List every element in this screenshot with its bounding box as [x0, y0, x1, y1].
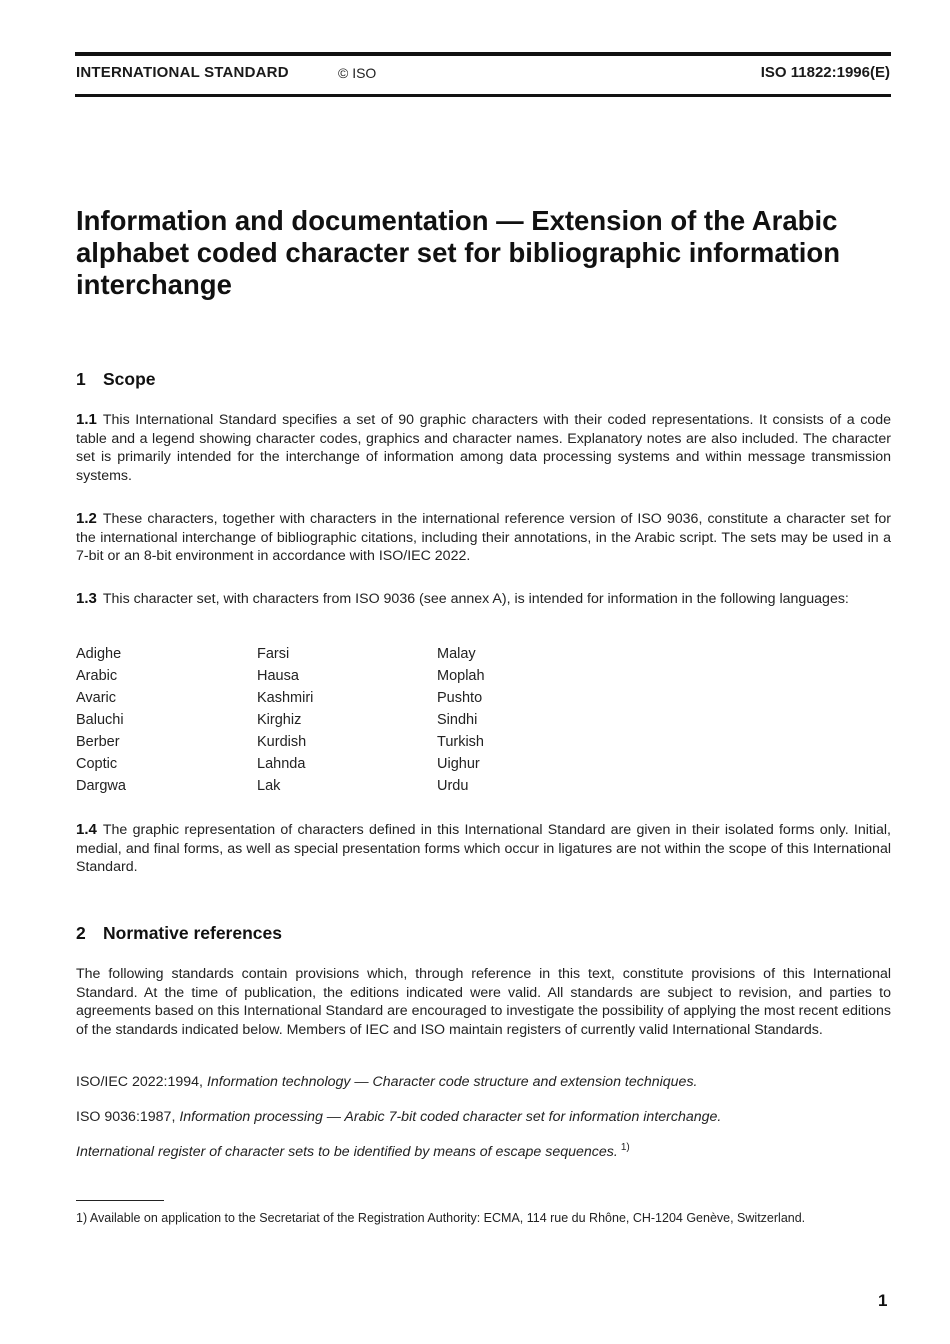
clause-1-4-number: 1.4: [76, 821, 97, 838]
header-standard-type: INTERNATIONAL STANDARD: [76, 64, 289, 81]
section-1-title: Scope: [103, 369, 156, 389]
language-list-col-3: [437, 643, 485, 797]
reference-item: [76, 1108, 891, 1126]
clause-1-3: [76, 590, 891, 609]
language-item: Sindhi: [437, 712, 478, 728]
language-item: Lahnda: [257, 756, 306, 772]
header-copyright: © ISO: [338, 65, 377, 81]
reference-code: ISO 9036:1987,: [76, 1109, 176, 1125]
language-item: Farsi: [257, 646, 290, 662]
clause-1-3-number: 1.3: [76, 590, 97, 607]
language-item: Berber: [76, 734, 120, 750]
clause-1-2-text: These characters, together with characters in the international reference version of ISO 9036, constitute a character set for the international interchange of bibliographic citations, including their annotations, in the Arabic script. The sets may be used in a 7-bit or an 8-bit environment in accordance with ISO/IEC 2022.: [76, 511, 891, 564]
section-1-heading: [76, 369, 156, 390]
language-item: Malay: [437, 646, 476, 662]
language-item: Lak: [257, 778, 281, 794]
language-item: Coptic: [76, 756, 118, 772]
language-item: Adighe: [76, 646, 122, 662]
section-2-number: 2: [76, 923, 86, 943]
footnote: [76, 1210, 891, 1226]
reference-title: Information processing — Arabic 7-bit coded character set for information interchange.: [179, 1109, 722, 1125]
language-item: Moplah: [437, 668, 485, 684]
footnote-mark: 1): [76, 1211, 88, 1225]
header-bottom-rule: [75, 94, 891, 97]
page-number: 1: [878, 1291, 888, 1310]
language-item: Avaric: [76, 690, 117, 706]
footnote-reference[interactable]: 1): [620, 1142, 630, 1154]
language-list-col-2: [257, 643, 313, 797]
reference-title: International register of character sets to be identified by means of escape sequences.: [76, 1144, 618, 1160]
clause-1-2: [76, 510, 891, 566]
section-1-number: 1: [76, 369, 86, 389]
language-item: Kashmiri: [257, 690, 314, 706]
running-header: [76, 64, 890, 84]
language-item: Pushto: [437, 690, 483, 706]
language-list-col-1: [76, 643, 126, 797]
section-2-title: Normative references: [103, 923, 282, 943]
clause-1-3-text: This character set, with characters from ISO 9036 (see annex A), is intended for information in the following languages:: [102, 591, 849, 607]
clause-1-1-number: 1.1: [76, 411, 97, 428]
language-item: Hausa: [257, 668, 299, 684]
language-item: Urdu: [437, 778, 469, 794]
clause-1-4-text: The graphic representation of characters defined in this International Standard are given in their isolated forms only. Initial, medial, and final forms, as well as special presentation forms which occur in ligatures are not within the scope of this International Standard.: [76, 822, 891, 875]
language-item: Baluchi: [76, 712, 124, 728]
header-top-rule: [75, 52, 891, 56]
document-title: Information and documentation — Extension of the Arabic alphabet coded character set for bibliographic information interchange: [76, 205, 841, 300]
clause-1-1: [76, 411, 891, 485]
footnote-separator: [76, 1200, 164, 1201]
clause-1-4: [76, 821, 891, 877]
reference-code: ISO/IEC 2022:1994,: [76, 1074, 203, 1090]
reference-item: [76, 1073, 891, 1091]
section-2-heading: [76, 923, 282, 944]
normative-references-intro: The following standards contain provisions which, through reference in this text, constitute provisions of this International Standard. At the time of publication, the editions indicated were valid. All standards are subject to revision, and parties to agreements based on this International Standard are encouraged to investigate the possibility of applying the most recent editions of the standards indicated below. Members of IEC and ISO maintain registers of currently valid International Standards.: [76, 966, 891, 1038]
language-item: Arabic: [76, 668, 118, 684]
header-document-id: ISO 11822:1996(E): [760, 64, 890, 81]
language-item: Kurdish: [257, 734, 307, 750]
language-item: Kirghiz: [257, 712, 302, 728]
language-item: Turkish: [437, 734, 484, 750]
clause-1-1-text: This International Standard specifies a set of 90 graphic characters with their coded representations. It consists of a code table and a legend showing character codes, graphics and character names. Explanatory notes are also included. The character set is primarily intended for the interchange of information among data processing systems and within message transmission systems.: [76, 412, 891, 484]
reference-item: [76, 1143, 891, 1161]
language-item: Dargwa: [76, 778, 126, 794]
footnote-text: Available on application to the Secretariat of the Registration Authority: ECMA, 114 rue du Rhône, CH-1204 Genève, Switzerland.: [89, 1211, 806, 1225]
clause-1-2-number: 1.2: [76, 510, 97, 527]
language-item: Uighur: [437, 756, 480, 772]
reference-title: Information technology — Character code structure and extension techniques.: [206, 1074, 698, 1090]
